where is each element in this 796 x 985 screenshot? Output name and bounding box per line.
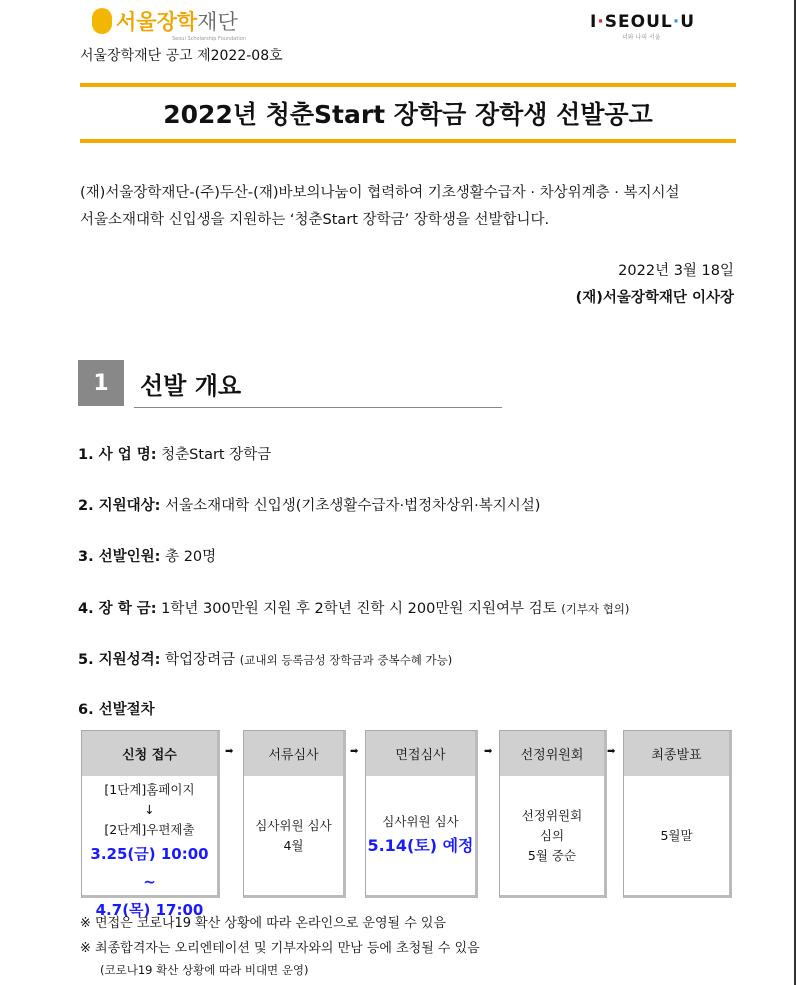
interview-date: 5.14(토) 예정 <box>367 836 474 855</box>
arrow-right-icon: ➡ <box>225 746 234 757</box>
notice-number: 서울장학재단 공고 제2022-08호 <box>80 48 283 64</box>
issue-date: 2022년 3월 18일 <box>618 263 734 279</box>
step-committee: 선정위원회 선정위원회 심의 5월 중순 <box>499 730 607 898</box>
step-header: 최종발표 <box>624 731 729 776</box>
intro-text <box>80 180 740 234</box>
logo-subtitle: Seoul Scholarship Foundation <box>172 36 246 42</box>
item-count: 3. 선발인원: 총 20명 <box>78 549 217 565</box>
step-interview: 면접심사 심사위원 심사 5.14(토) 예정 <box>365 730 478 898</box>
step-apply <box>81 730 220 919</box>
intro-line: (재)서울장학재단-(주)두산-(재)바보의나눔이 협력하여 기초생활수급자 · 차상위계층 · 복지시설 <box>80 185 680 201</box>
item-amount: 4. 장 학 금: 1학년 300만원 지원 후 2학년 진학 시 200만원 지원여부 검토 (기부자 협의) <box>78 601 630 617</box>
note-covid: (코로나19 확산 상황에 따라 비대면 운영) <box>100 963 309 977</box>
apply-period-end: 4.7(목) 17:00 <box>95 901 204 919</box>
step-header: 신청 접수 <box>82 731 217 776</box>
item-procedure: 6. 선발절차 <box>78 702 155 718</box>
issue-block <box>576 258 734 312</box>
step-line: [2단계]우편제출 <box>104 822 195 837</box>
step-document-review: 서류심사 심사위원 심사 4월 <box>243 730 346 898</box>
section-title: 선발 개요 <box>140 372 242 400</box>
foundation-logo <box>92 6 246 42</box>
step-header: 서류심사 <box>244 731 343 776</box>
arrow-right-icon: ➡ <box>607 746 616 757</box>
arrow-right-icon: ➡ <box>350 746 359 757</box>
apply-period-start: 3.25(금) 10:00 ~ <box>90 845 209 891</box>
item-target: 2. 지원대상: 서울소재대학 신입생(기초생활수급자·법정차상위·복지시설) <box>78 498 541 514</box>
item-project: 1. 사 업 명: 청춘Start 장학금 <box>78 447 272 463</box>
page-title: 2022년 청춘Start 장학금 장학생 선발공고 <box>163 100 653 129</box>
intro-line: 서울소재대학 신입생을 지원하는 ‘청춘Start 장학금’ 장학생을 선발합니다. <box>80 212 550 228</box>
title-bar-top <box>80 83 736 87</box>
down-arrow-icon: ↓ <box>144 802 155 817</box>
arrow-right-icon: ➡ <box>484 746 493 757</box>
step-header: 면접심사 <box>366 731 475 776</box>
section-underline <box>134 407 502 408</box>
logo-text: 서울장학 <box>116 10 198 34</box>
item-nature: 5. 지원성격: 학업장려금 (교내외 등록금성 장학금과 중복수혜 가능) <box>78 652 453 668</box>
logo-seal-icon <box>92 8 112 34</box>
iseoul-logo: I·SEOUL·U <box>590 12 696 32</box>
title-bar-bottom <box>80 139 736 143</box>
section-number: 1 <box>78 360 124 406</box>
step-header: 선정위원회 <box>500 731 604 776</box>
note-final: ※ 최종합격자는 오리엔테이션 및 기부자와의 만남 등에 초청될 수 있음 <box>80 941 480 956</box>
step-final-announcement: 최종발표 5월말 <box>623 730 732 898</box>
issuer: (재)서울장학재단 이사장 <box>575 290 734 306</box>
iseoul-slogan: 너와 나의 서울 <box>622 34 661 41</box>
logo-text-rest: 재단 <box>197 10 238 34</box>
step-line: [1단계]홈페이지 <box>104 782 195 797</box>
note-interview: ※ 면접은 코로나19 확산 상황에 따라 온라인으로 운영될 수 있음 <box>80 916 447 931</box>
